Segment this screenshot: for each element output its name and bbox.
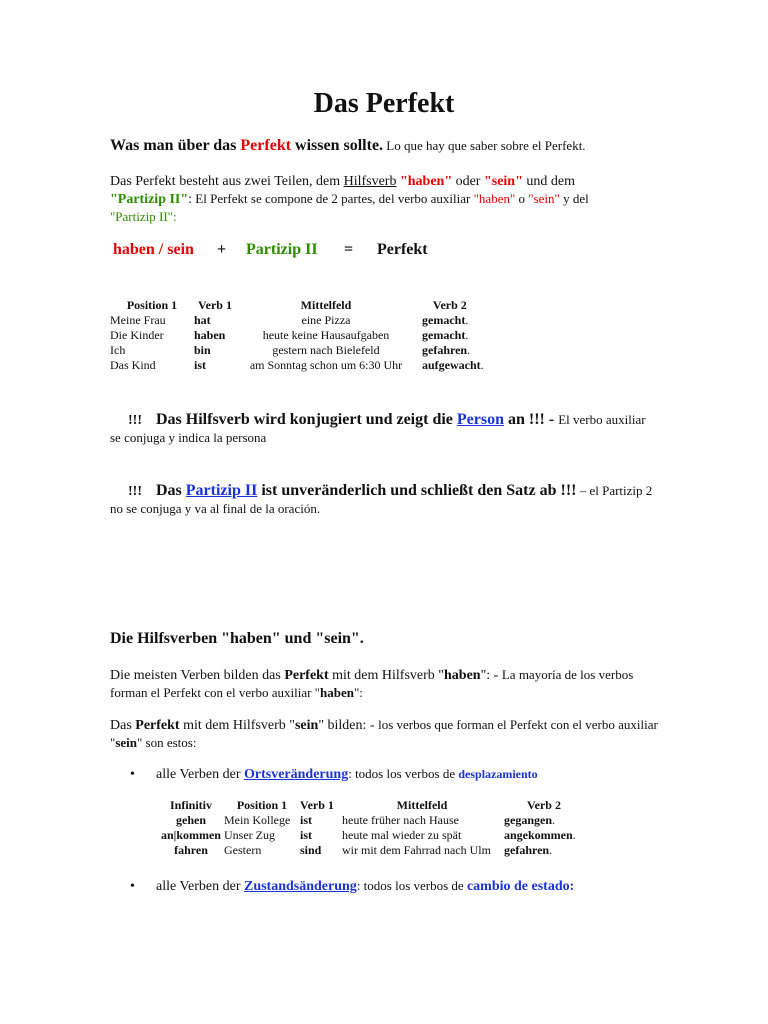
- table-cell: [416, 358, 484, 373]
- table-header: Mittelfeld: [300, 298, 352, 312]
- sentence-structure-table: [110, 298, 484, 373]
- table-row: [110, 328, 484, 343]
- bullet2-b: : todos los verbos de: [356, 878, 467, 893]
- p1-und: und dem: [522, 174, 575, 189]
- p1-text-a: Das Perfekt besteht aus zwei Teilen, dem: [110, 174, 344, 189]
- verb2: gemacht: [422, 328, 466, 342]
- period: .: [480, 358, 484, 372]
- ortsveraenderung-link[interactable]: Ortsveränderung: [243, 767, 349, 782]
- table-cell: [504, 813, 584, 828]
- note2-exclaim: !!!: [128, 484, 142, 499]
- bullet-zustandsaenderung: [130, 878, 574, 895]
- formula-haben-sein: haben / sein: [113, 241, 194, 258]
- paragraph-definition: [110, 173, 670, 226]
- s2-p1-g: ":: [353, 685, 363, 700]
- formula-partizip: Partizip II: [246, 241, 318, 258]
- table-header: Verb 1: [300, 798, 334, 812]
- table-cell: heute keine Hausaufgaben: [262, 328, 390, 342]
- table-cell: Mein Kollege: [224, 813, 291, 827]
- table-cell: [416, 328, 484, 343]
- paragraph-sein: [110, 716, 670, 752]
- table-header: Infinitiv: [169, 798, 212, 812]
- table-cell: Gestern: [224, 843, 262, 857]
- intro-text-a: Was man über das: [110, 137, 241, 154]
- table-cell: ist: [300, 828, 312, 842]
- s2-p2-sein: sein: [294, 718, 319, 733]
- p1-spanish-haben: "haben": [473, 191, 516, 206]
- note1-spanish: El verbo auxiliar se conjuga y indica la persona: [110, 412, 646, 445]
- zustandsaenderung-link[interactable]: Zustandsänderung: [243, 879, 357, 894]
- period: .: [467, 343, 471, 357]
- note2-text-b: ist unveränderlich und schließt den Satz ab !!!: [257, 482, 577, 499]
- verb2: aufgewacht: [422, 358, 481, 372]
- period: .: [552, 813, 555, 827]
- table-cell: hat: [194, 313, 211, 327]
- verb2: gefahren: [422, 343, 468, 357]
- table-header: Verb 1: [198, 298, 232, 312]
- s2-p1-haben: haben: [444, 668, 481, 683]
- s2-p1-c: mit dem Hilfsverb ": [328, 668, 444, 683]
- table-header: Verb 2: [432, 298, 467, 312]
- note2-text-a: Das: [156, 482, 186, 499]
- s2-p1-perfekt: Perfekt: [284, 668, 329, 683]
- note-hilfsverb: [110, 411, 655, 447]
- intro-perfekt: Perfekt: [240, 137, 292, 154]
- person-link[interactable]: Person: [456, 411, 504, 428]
- bullet1-a: alle Verben der: [156, 767, 244, 782]
- verb2: gegangen: [504, 813, 552, 827]
- table-cell: ist: [300, 813, 312, 827]
- p1-colon: :: [188, 192, 193, 207]
- p1-haben: "haben": [399, 174, 453, 189]
- table-header: Position 1: [236, 798, 288, 812]
- bullet1-c: desplazamiento: [458, 767, 538, 781]
- note2-spanish: – el Partizip 2 no se conjuga y va al final de la oración.: [110, 483, 653, 516]
- verb2: angekommen: [504, 828, 573, 842]
- table-header: Mittelfeld: [396, 798, 448, 812]
- intro-text-c: wissen sollte.: [291, 137, 384, 154]
- table-cell: bin: [194, 343, 211, 357]
- table-cell: wir mit dem Fahrrad nach Ulm: [342, 843, 491, 857]
- table-header: Verb 2: [527, 798, 561, 812]
- bullet1-b: : todos los verbos de: [348, 766, 459, 781]
- partizip-link[interactable]: Partizip II: [185, 482, 258, 499]
- formula-perfekt: Perfekt: [377, 241, 428, 258]
- table-cell: gehen: [176, 813, 206, 827]
- bullet-ortsveraenderung: [130, 766, 538, 783]
- s2-p2-e: " bilden: -: [318, 718, 379, 733]
- table-cell: Ich: [110, 343, 126, 357]
- ortsveraenderung-table: [158, 798, 584, 858]
- table-row: [158, 828, 584, 843]
- intro-line: [110, 137, 670, 155]
- table-cell: haben: [194, 328, 226, 342]
- table-cell: am Sonntag schon um 6:30 Uhr: [249, 358, 403, 372]
- table-cell: Die Kinder: [110, 328, 164, 342]
- verb2: gefahren: [504, 843, 550, 857]
- bullet-dot: •: [130, 767, 135, 782]
- table-cell: Unser Zug: [224, 828, 275, 842]
- table-cell: [504, 843, 584, 858]
- table-row: [158, 843, 584, 858]
- note1-text-b: an !!! -: [504, 411, 559, 428]
- period: .: [549, 843, 553, 857]
- p1-spanish-partizip: "Partizip II":: [110, 209, 177, 224]
- bullet2-a: alle Verben der: [156, 879, 244, 894]
- table-cell: ist: [194, 358, 206, 372]
- period: .: [572, 828, 576, 842]
- table-header-row: [110, 298, 484, 313]
- period: .: [465, 313, 469, 327]
- p1-spanish-ydel: y del: [559, 191, 589, 206]
- s2-p2-c: mit dem Hilfsverb ": [179, 718, 295, 733]
- table-cell: fahren: [174, 843, 208, 857]
- bullet-dot: •: [130, 879, 135, 894]
- p1-spanish-a: El Perfekt se compone de 2 partes, del verbo auxiliar: [192, 191, 474, 206]
- p1-hilfsverb: Hilfsverb: [343, 174, 397, 189]
- note1-text-a: Das Hilfsverb wird konjugiert und zeigt die: [156, 411, 457, 428]
- table-cell: [416, 313, 484, 328]
- table-cell: gestern nach Bielefeld: [272, 343, 380, 357]
- formula-plus: +: [217, 241, 227, 258]
- paragraph-haben: [110, 666, 670, 702]
- note1-exclaim: !!!: [128, 413, 142, 428]
- formula-equals: =: [344, 241, 354, 258]
- s2-p2-g: " son estos:: [136, 735, 197, 750]
- table-row: [158, 813, 584, 828]
- table-row: [110, 358, 484, 373]
- table-cell: sind: [300, 843, 322, 857]
- s2-p2-a: Das: [110, 718, 136, 733]
- p1-partizip: "Partizip II": [110, 192, 189, 207]
- s2-p1-e: ": -: [480, 668, 502, 683]
- s2-p2-spanish: los verbos que forman el Perfekt con el verbo auxiliar ": [110, 717, 658, 750]
- p1-spanish-o: o: [515, 191, 529, 206]
- page-title: Das Perfekt: [313, 88, 455, 119]
- table-row: [110, 313, 484, 328]
- table-cell: an|kommen: [161, 828, 221, 842]
- table-header-row: [158, 798, 584, 813]
- intro-spanish: Lo que hay que saber sobre el Perfekt.: [383, 138, 586, 153]
- table-row: [110, 343, 484, 358]
- s2-p2-spanish-sein: sein: [115, 735, 137, 750]
- verb2: gemacht: [422, 313, 466, 327]
- s2-p1-spanish: La mayoría de los verbos forman el Perfekt con el verbo auxiliar ": [110, 667, 634, 700]
- note-partizip: [110, 482, 655, 518]
- table-cell: heute mal wieder zu spät: [342, 828, 462, 842]
- p1-sein: "sein": [483, 174, 523, 189]
- table-cell: Meine Frau: [110, 313, 166, 327]
- period: .: [465, 328, 469, 342]
- p1-spanish-sein: "sein": [528, 191, 560, 206]
- table-cell: heute früher nach Hause: [342, 813, 459, 827]
- s2-p1-spanish-haben: haben: [319, 685, 354, 700]
- bullet2-c: cambio de estado:: [466, 879, 575, 894]
- s2-p1-a: Die meisten Verben bilden das: [110, 668, 285, 683]
- p1-oder: oder: [452, 174, 484, 189]
- table-cell: Das Kind: [110, 358, 156, 372]
- table-header: Position 1: [126, 298, 178, 312]
- table-cell: [504, 828, 584, 843]
- table-cell: eine Pizza: [301, 313, 351, 327]
- s2-p2-perfekt: Perfekt: [135, 718, 180, 733]
- section-heading-hilfsverben: Die Hilfsverben "haben" und "sein".: [110, 630, 364, 647]
- table-cell: [416, 343, 484, 358]
